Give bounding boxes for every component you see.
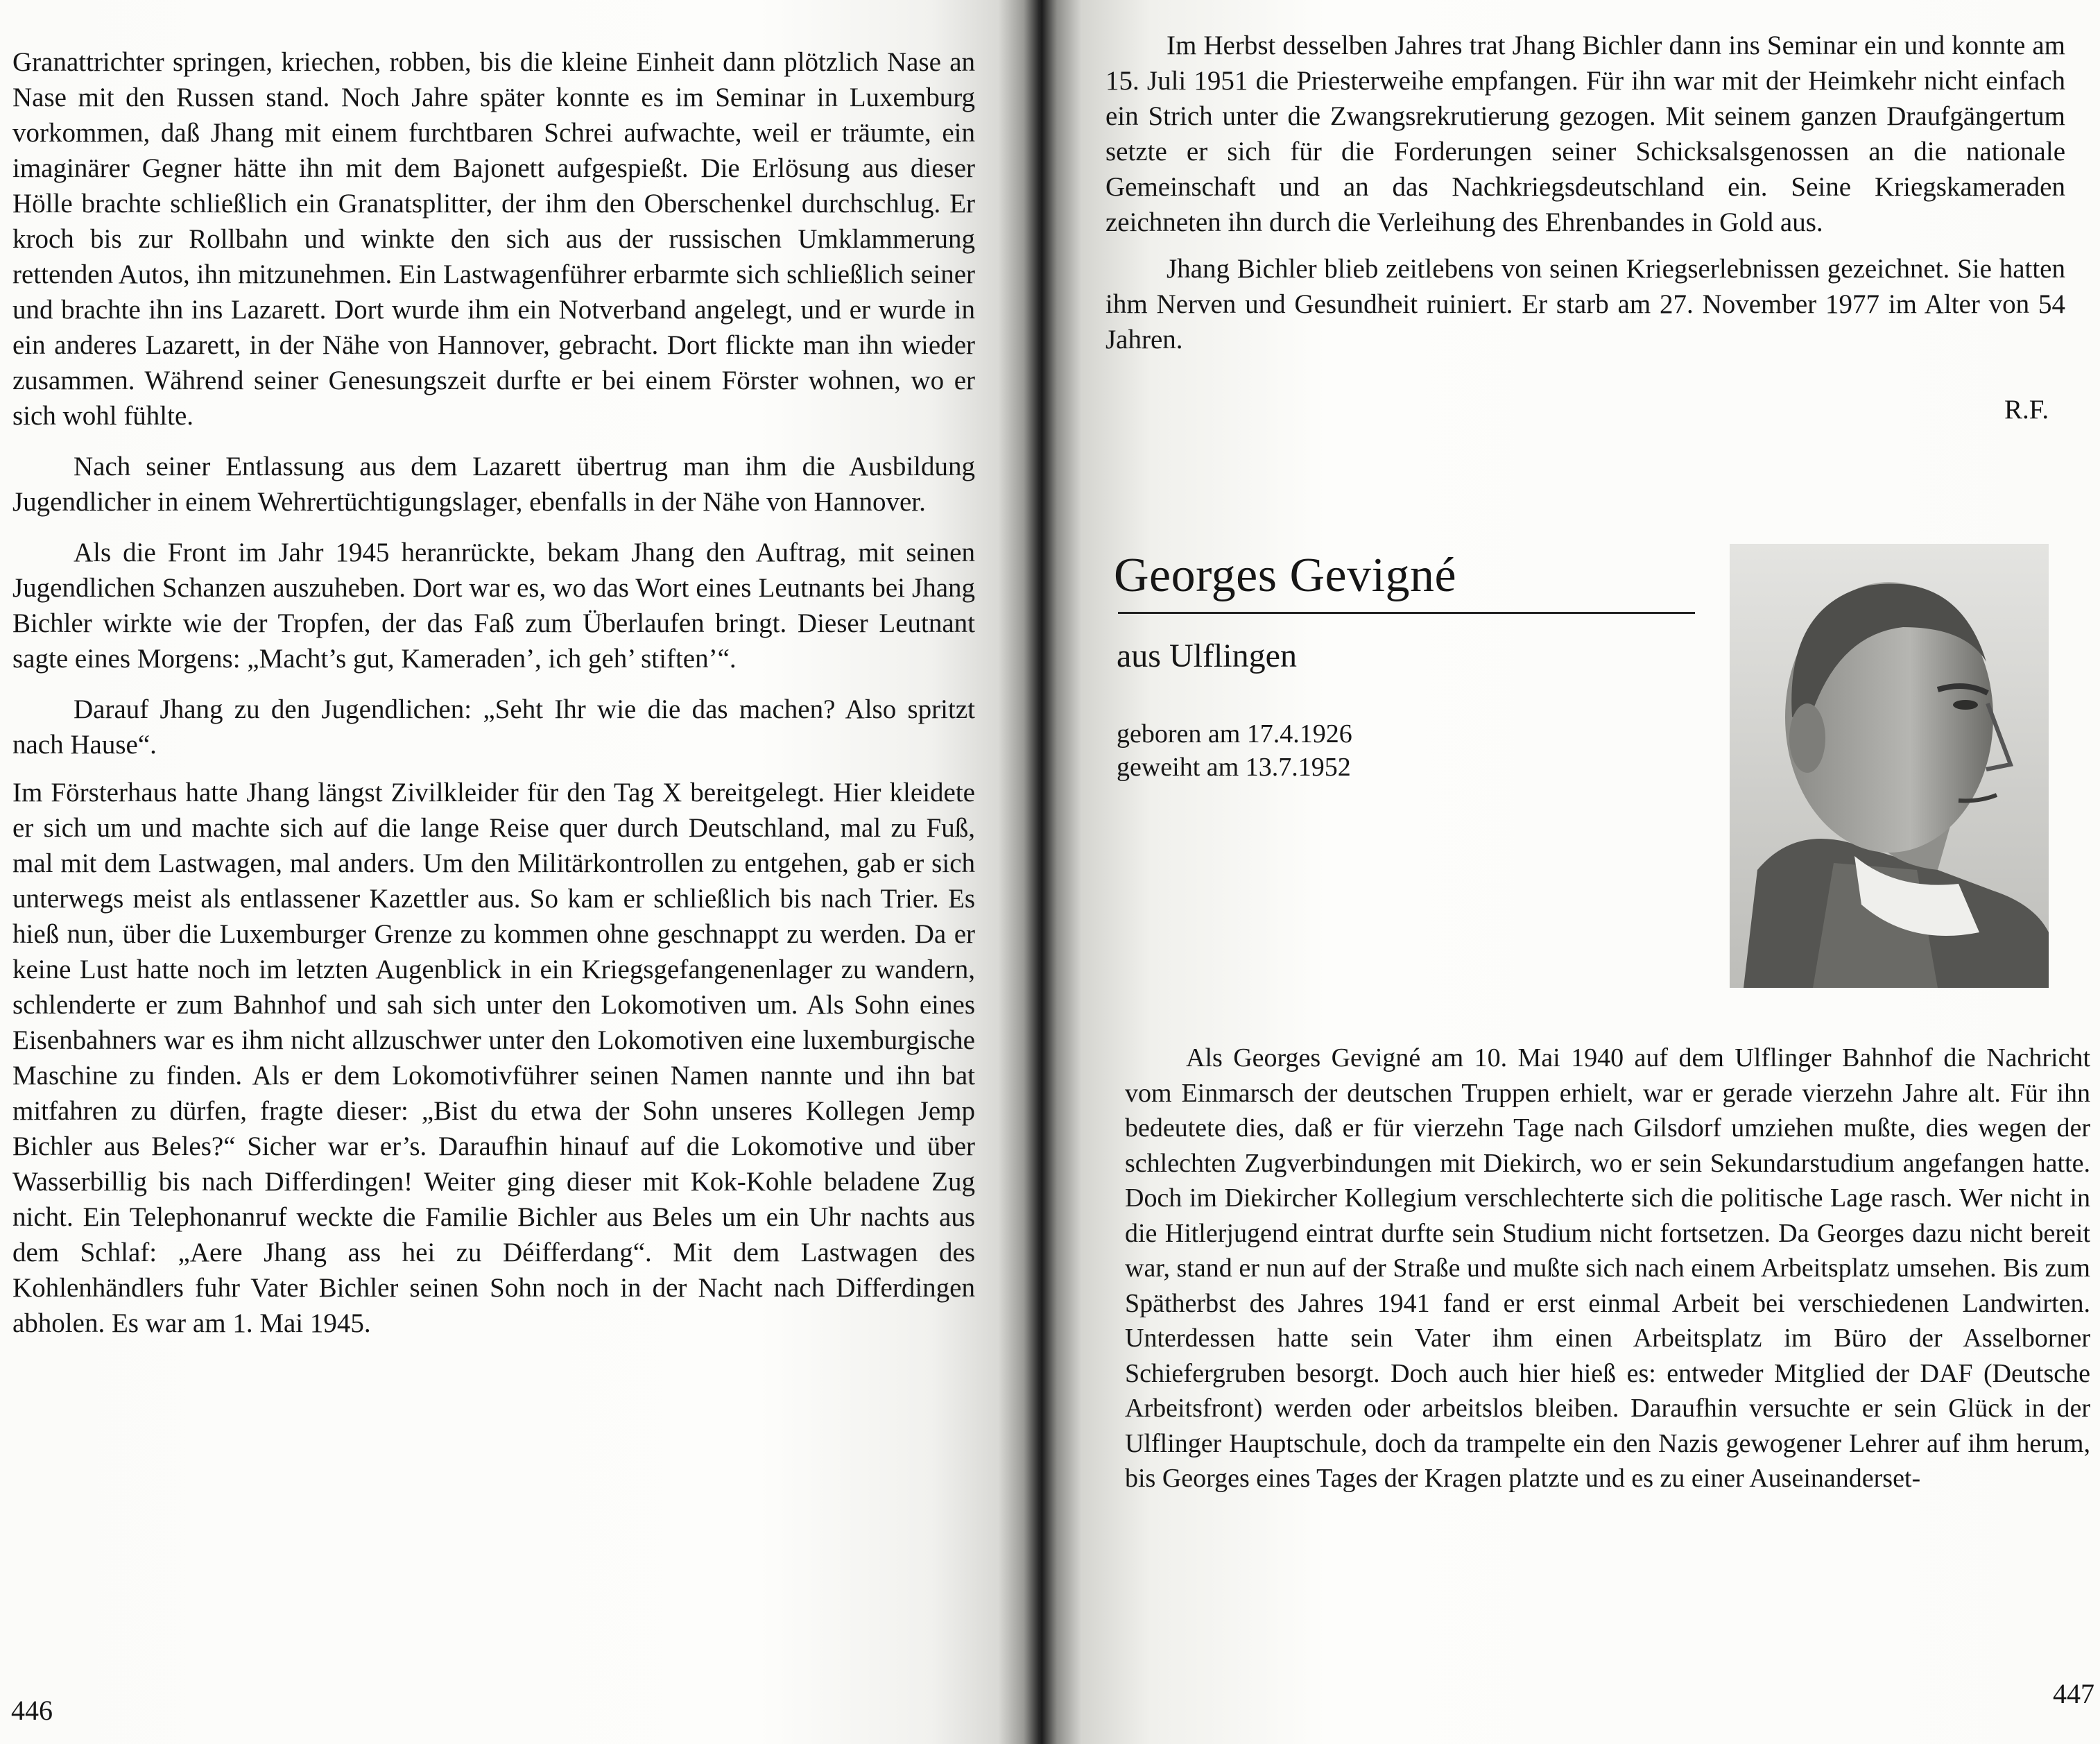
book-gutter [999,0,1082,1744]
left-paragraph-4: Darauf Jhang zu den Jugendlichen: „Seht Ihr wie die das machen? Also spritzt nach Hause“. [12,694,975,760]
portrait-photo [1730,544,2049,988]
left-paragraph-1: Granattrichter springen, kriechen, robben, bis die kleine Einheit dann plötzlich Nase an Nase mit den Russen stand. Noch Jahre später konnte es im Seminar in Luxemburg vorkommen, daß Jhang mit einem furchtbaren Schrei aufwachte, weil er träumte, ein imaginärer Gegner hätte ihn mit dem Bajonett aufgespießt. Die Erlösung aus dieser Hölle brachte schließlich ein Granatsplitter, der ihm den Oberschenkel durchschlug. Er kroch bis zur Rollbahn und winkte den sich aus der russischen Umklammerung rettenden Autos, ihn mitzunehmen. Ein Lastwagenführer erbarmte sich schließlich seiner und brachte ihn ins Lazarett. Dort wurde ihm ein Notverband angelegt, und er wurde in ein anderes Lazarett, in der Nähe von Hannover, gebracht. Dort flickte man ihn wieder zusammen. Während seiner Genesungszeit durfte er bei einem Förster wohnen, wo er sich wohl fühlte. [12,47,975,431]
page-number-left: 446 [11,1695,53,1726]
ordination-date: geweiht am 13.7.1952 [1117,753,1351,782]
heading-rule [1118,612,1695,614]
birth-date: geboren am 17.4.1926 [1117,719,1352,749]
section-heading: Georges Gevigné [1114,549,1457,602]
left-paragraph-2: Nach seiner Entlassung aus dem Lazarett übertrug man ihm die Ausbildung Jugendlicher in einem Wehrertüchtigungslager, ebenfalls in der Nähe von Hannover. [12,452,975,517]
author-signature: R.F. [2004,395,2049,425]
right-paragraph-3: Als Georges Gevigné am 10. Mai 1940 auf dem Ulflinger Bahnhof die Nachricht vom Einmarsch der deutschen Truppen erhielt, war er gerade vierzehn Jahre alt. Für ihn bedeutete dies, daß er für vierzehn Tage nach Gilsdorf umziehen mußte, dies wegen der schlechten Zugverbindungen mit Diekirch, wo er sein Sekundarstudium angefangen hatte. Doch im Diekircher Kollegium verschlechterte sich die politische Lage rasch. Wer nicht in die Hitlerjugend eintrat durfte sein Studium nicht fortsetzen. Da Georges dazu nicht bereit war, stand er nun auf der Straße und mußte sich nach einem Arbeitsplatz umsehen. Bis zum Spätherbst des Jahres 1941 fand er erst einmal Arbeit bei verschiedenen Landwirten. Unterdessen hatte sein Vater ihm einen Arbeitsplatz im Büro der Asselborner Schiefergruben besorgt. Doch auch hier hieß es: entweder Mitglied der DAF (Deutsche Arbeitsfront) werden oder arbeitslos bleiben. Daraufhin versuchte er sein Glück in der Ulflinger Hauptschule, doch da trampelte ein den Nazis gewogener Lehrer auf ihm herum, bis Georges eines Tages der Kragen platzte und es zu einer Auseinanderset- [1125,1043,2090,1493]
right-page-bottom-text [1125,1041,2090,1496]
left-page-text [12,44,975,1341]
left-paragraph-3: Als die Front im Jahr 1945 heranrückte, bekam Jhang den Auftrag, mit seinen Jugendlichen Schanzen auszuheben. Dort war es, wo das Wort eines Leutnants bei Jhang Bichler wirkte wie der Tropfen, der das Faß zum Überlaufen bringt. Dieser Leutnant sagte eines Morgens: „Macht’s gut, Kameraden’, ich geh’ stiften’“. [12,538,975,674]
page-number-right: 447 [2053,1678,2094,1709]
left-paragraph-5: Im Försterhaus hatte Jhang längst Zivilkleider für den Tag X bereitgelegt. Hier kleidete er sich um und machte sich auf die lange Reise quer durch Deutschland, mal zu Fuß, mal mit dem Lastwagen, mal anders. Um den Militärkontrollen zu entgehen, gab er sich unterwegs meist als entlassener Kazettler aus. So kam er schließlich bis nach Trier. Es hieß nun, über die Luxemburger Grenze zu kommen ohne geschnappt zu werden. Da er keine Lust hatte noch im letzten Augenblick in ein Kriegsgefangenenlager zu wandern, schlenderte er zum Bahnhof und sah sich unter den Lokomotiven um. Als Sohn eines Eisenbahners war es ihm nicht allzuschwer unter den Lokomotiven eine luxemburgische Maschine zu finden. Als er dem Lokomotivführer seinen Namen nannte und ihn bat mitfahren zu dürfen, fragte dieser: „Bist du etwa der Sohn unseres Kollegen Jemp Bichler aus Beles?“ Sicher war er’s. Daraufhin hinauf auf die Lokomotive und über Wasserbillig bis nach Differdingen! Weiter ging dieser mit Kok-Kohle beladene Zug nicht. Ein Telephonanruf weckte die Familie Bichler aus Beles um ein Uhr nachts aus dem Schlaf: „Aere Jhang ass hei zu Déifferdang“. Mit dem Lastwagen des Kohlenhändlers fuhr Vater Bichler seinen Sohn noch in der Nacht nach Differdingen abholen. Es war am 1. Mai 1945. [12,778,975,1338]
right-paragraph-1: Im Herbst desselben Jahres trat Jhang Bichler dann ins Seminar ein und konnte am 15. Juli 1951 die Priesterweihe empfangen. Für ihn war mit der Heimkehr nicht einfach ein Strich unter die Zwangsrekrutierung gezogen. Mit seinem ganzen Draufgängertum setzte er sich für die Forderungen seiner Schicksalsgenossen an die nationale Gemeinschaft und an das Nachkriegsdeutschland ein. Seine Kriegskameraden zeichneten ihn durch die Verleihung des Ehrenbandes in Gold aus. [1105,31,2065,237]
right-paragraph-2: Jhang Bichler blieb zeitlebens von seinen Kriegserlebnissen gezeichnet. Sie hatten ihm Nerven und Gesundheit ruiniert. Er starb am 27. November 1977 im Alter von 54 Jahren. [1105,254,2065,354]
right-page-top-text [1105,28,2065,357]
section-subheading: aus Ulflingen [1117,638,1297,674]
section-dates [1117,717,1352,784]
